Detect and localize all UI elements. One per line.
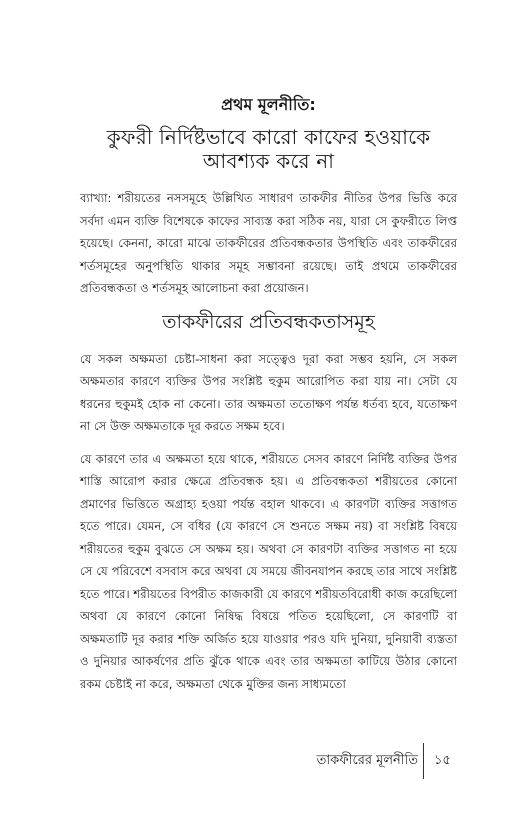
principle-title: কুফরী নির্দিষ্টভাবে কারো কাফের হওয়াকে আবশ্যক করে না [106, 125, 431, 173]
page-footer [0, 741, 528, 781]
page-number: ১৫ [434, 753, 451, 768]
section-title: তাকফীরের প্রতিবন্ধকতাসমূহ [162, 310, 375, 333]
explanation-paragraph: ব্যাখ্যা: শরীয়তের নসসমূহে উল্লিখিত সাধারণ তাকফীর নীতির উপর ভিত্তি করে সর্বদা এমন ব্যক্তি বিশেষকে কাফের সাব্যস্ত করা সঠিক নয়, যারা সে কুফরীতে লিপ্ত হয়েছে। কেননা, কারো মাঝে তাকফীরের প্রতিবন্ধকতার উপস্থিতি এবং তাকফীরের শর্তসমূহের অনুপস্থিতি থাকার সমূহ সম্ভাবনা রয়েছে। তাই প্রথমে তাকফীরের প্রতিবন্ধকতা ও শর্তসমূহ আলোচনা করা প্রয়োজন। [80, 191, 457, 295]
running-title: তাকফীরের মূলনীতি [316, 753, 418, 768]
page-content [80, 95, 457, 705]
principle-heading: প্রথম মূলনীতি: [221, 95, 316, 114]
footer-divider [423, 743, 424, 779]
impediments-paragraph-1: যে সকল অক্ষমতা চেষ্টা-সাধনা করা সত্ত্বেও দূরা করা সম্ভব হয়নি, সে সকল অক্ষমতার কারণে ব্যক্তির উপর সংশ্লিষ্ট হুকুম আরোপিত করা যায় না। সেটা যে ধরনের হুকুমই হোক না কেনো। তার অক্ষমতা ততোক্ষণ পর্যন্ত ধর্তব্য হবে, যতোক্ষণ না সে উক্ত অক্ষমতাকে দূর করতে সক্ষম হবে। [80, 351, 457, 433]
impediments-paragraph-2: যে কারণে তার এ অক্ষমতা হয়ে থাকে, শরীয়তে সেসব কারণে নির্দিষ্ট ব্যক্তির উপর শাস্তি আরোপ করার ক্ষেত্রে প্রতিবন্ধক হয়। এ প্রতিবন্ধকতা শরীয়তের কোনো প্রমাণের ভিত্তিতে অগ্রাহ্য হওয়া পর্যন্ত বহাল থাকবে। এ কারণটা ব্যক্তির সত্তাগত হতে পারে। যেমন, সে বধির (যে কারণে সে শুনতে সক্ষম নয়) বা সংশ্লিষ্ট বিষয়ে শরীয়তের হুকুম বুঝতে সে অক্ষম হয়। অথবা সে কারণটা ব্যক্তির সত্তাগত না হয়ে সে যে পরিবেশে বসবাস করে অথবা যে সময়ে জীবনযাপন করছে তার সাথে সংশ্লিষ্ট হতে পারে। শরীয়তের বিপরীত কাজকারী যে কারণে শরীয়তবিরোধী কাজ করেছিলো অথবা যে কারণে কোনো নিষিদ্ধ বিষয়ে পতিত হয়েছিলো, সে কারণটি বা অক্ষমতাটি দূর করার শক্তি অর্জিত হয়ে যাওয়ার পরও যদি দুনিয়া, দুনিয়াবী ব্যস্ততা ও দুনিয়ার আকর্ষণের প্রতি ঝুঁকে থাকে এবং তার অক্ষমতা কাটিয়ে উঠার কোনো রকম চেষ্টাই না করে, অক্ষমতা থেকে মুক্তির জন্য সাধ্যমতো [80, 451, 458, 691]
